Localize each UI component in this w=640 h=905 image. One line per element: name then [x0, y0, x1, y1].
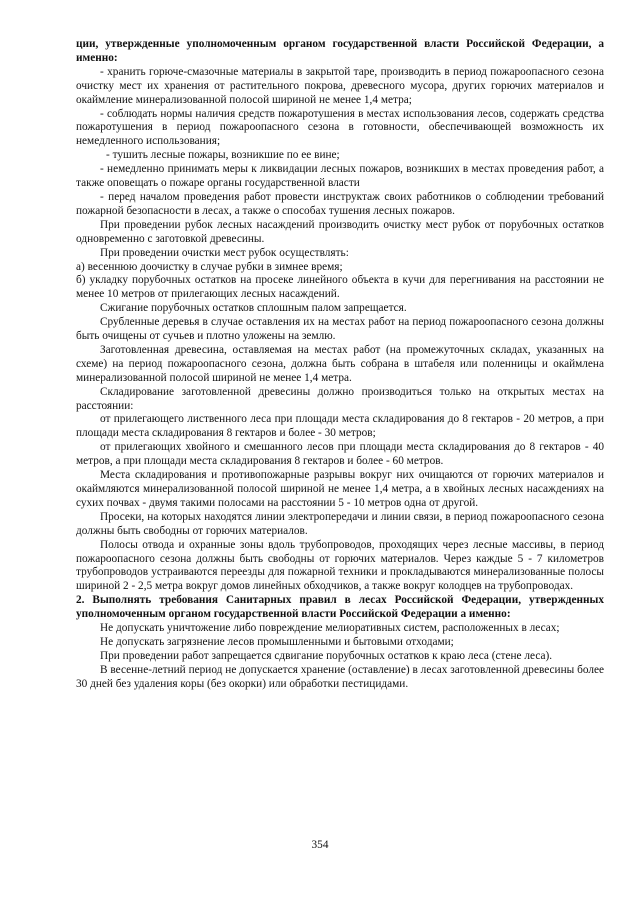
paragraph-instruction: - перед началом проведения работ провести инструктаж своих работников о соблюдении требований пожарной безопасности в лесах, а также о способах тушения лесных пожаров.	[76, 190, 604, 217]
paragraph-logging-cleanup: При проведении рубок лесных насаждений производить очистку мест рубок от порубочных остатков одновременно с заготовкой древесины.	[76, 218, 604, 245]
paragraph-residue-shifting: При проведении работ запрещается сдвигание порубочных остатков к краю леса (стене леса).	[100, 649, 553, 662]
paragraph-coniferous-distance: от прилегающих хвойного и смешанного лесов при площади места складирования до 8 гектаров - 40 метров, а при площади места складирования 8 гектаров и более - 60 метров.	[76, 441, 604, 468]
paragraph-continuation-heading: ции, утвержденные уполномоченным органом государственной власти Российской Федерации, а именно:	[76, 38, 604, 64]
paragraph-pollution: Не допускать загрязнение лесов промышленными и бытовыми отходами;	[100, 635, 454, 648]
paragraph-immediate-measures: - немедленно принимать меры к ликвидации лесных пожаров, возникших в местах проведения работ, а также оповещать о пожаре органы государственной власти	[76, 163, 604, 190]
section-heading-sanitary-rules: 2. Выполнять требования Санитарных правил в лесах Российской Федерации, утвержденных уполномоченным органом государственной власти Российской Федерации а именно:	[76, 594, 604, 621]
document-body	[76, 38, 604, 692]
paragraph-extinguishing-means: - соблюдать нормы наличия средств пожаротушения в местах использования лесов, содержать средства пожаротушения в период пожароопасного сезона в готовности, обеспечивающей возможность их немедленного использования;	[76, 107, 604, 148]
list-item-a: а) весеннюю доочистку в случае рубки в зимнее время;	[76, 260, 343, 273]
paragraph-harvested-wood: Заготовленная древесина, оставляемая на местах работ (на промежуточных складах, указанных на схеме) на период пожароопасного сезона, должна быть собрана в штабеля или поленницы и окаймлена минерализованной полосой шириной не менее 1,4 метра.	[76, 343, 604, 384]
page-number: 354	[311, 839, 329, 851]
paragraph-melioration: Не допускать уничтожение либо повреждение мелиоративных систем, расположенных в лесах;	[100, 622, 560, 635]
paragraph-power-lines: Просеки, на которых находятся линии электропередачи и линии связи, в период пожароопасного сезона должны быть свободны от горючих материалов.	[76, 510, 604, 537]
paragraph-cleanup-intro: При проведении очистки мест рубок осуществлять:	[100, 246, 349, 259]
paragraph-spring-summer-storage: В весенне-летний период не допускается хранение (оставление) в лесах заготовленной древесины более 30 дней без удаления коры (без окорки) или обработки пестицидами.	[76, 663, 604, 690]
paragraph-felled-trees: Срубленные деревья в случае оставления их на местах работ на период пожароопасного сезона должны быть очищены от сучьев и плотно уложены на землю.	[76, 316, 604, 343]
paragraph-pipelines: Полосы отвода и охранные зоны вдоль трубопроводов, проходящих через лесные массивы, в период пожароопасного сезона должны быть свободны от горючих материалов. Через каждые 5 - 7 километров трубопроводов устраиваются переезды для пожарной техники и прокладываются минерализованные полосы шириной 2 - 2,5 метра вокруг домов линейных обходчиков, а также вокруг колодцев на трубопроводах.	[76, 538, 604, 593]
paragraph-storage-clearing: Места складирования и противопожарные разрывы вокруг них очищаются от горючих материалов и окаймляются минерализованной полосой шириной не менее 1,4 метра, а в хвойных лесных насаждениях на сухих почвах - двумя такими полосами на расстоянии 5 - 10 метров одна от другой.	[76, 469, 604, 509]
paragraph-fuel-storage: - хранить горюче-смазочные материалы в закрытой таре, производить в период пожароопасного сезона очистку мест их хранения от растительного покрова, древесного мусора, других горючих материалов и окаймление минерализованной полосой шириной не менее 1,4 метра;	[76, 65, 604, 106]
paragraph-burning-prohibited: Сжигание порубочных остатков сплошным палом запрещается.	[100, 302, 407, 315]
paragraph-storage-distance: Складирование заготовленной древесины должно производиться только на открытых местах на расстоянии:	[76, 385, 604, 412]
paragraph-extinguish-fires: - тушить лесные пожары, возникшие по ее вине;	[106, 149, 340, 162]
list-item-b: б) укладку порубочных остатков на просеке линейного объекта в кучи для перегнивания на расстоянии не менее 10 метров от прилегающих лесных насаждений.	[76, 274, 604, 301]
paragraph-deciduous-distance: от прилегающего лиственного леса при площади места складирования до 8 гектаров - 20 метров, а при площади места складирования 8 гектаров и более - 30 метров;	[76, 413, 604, 440]
